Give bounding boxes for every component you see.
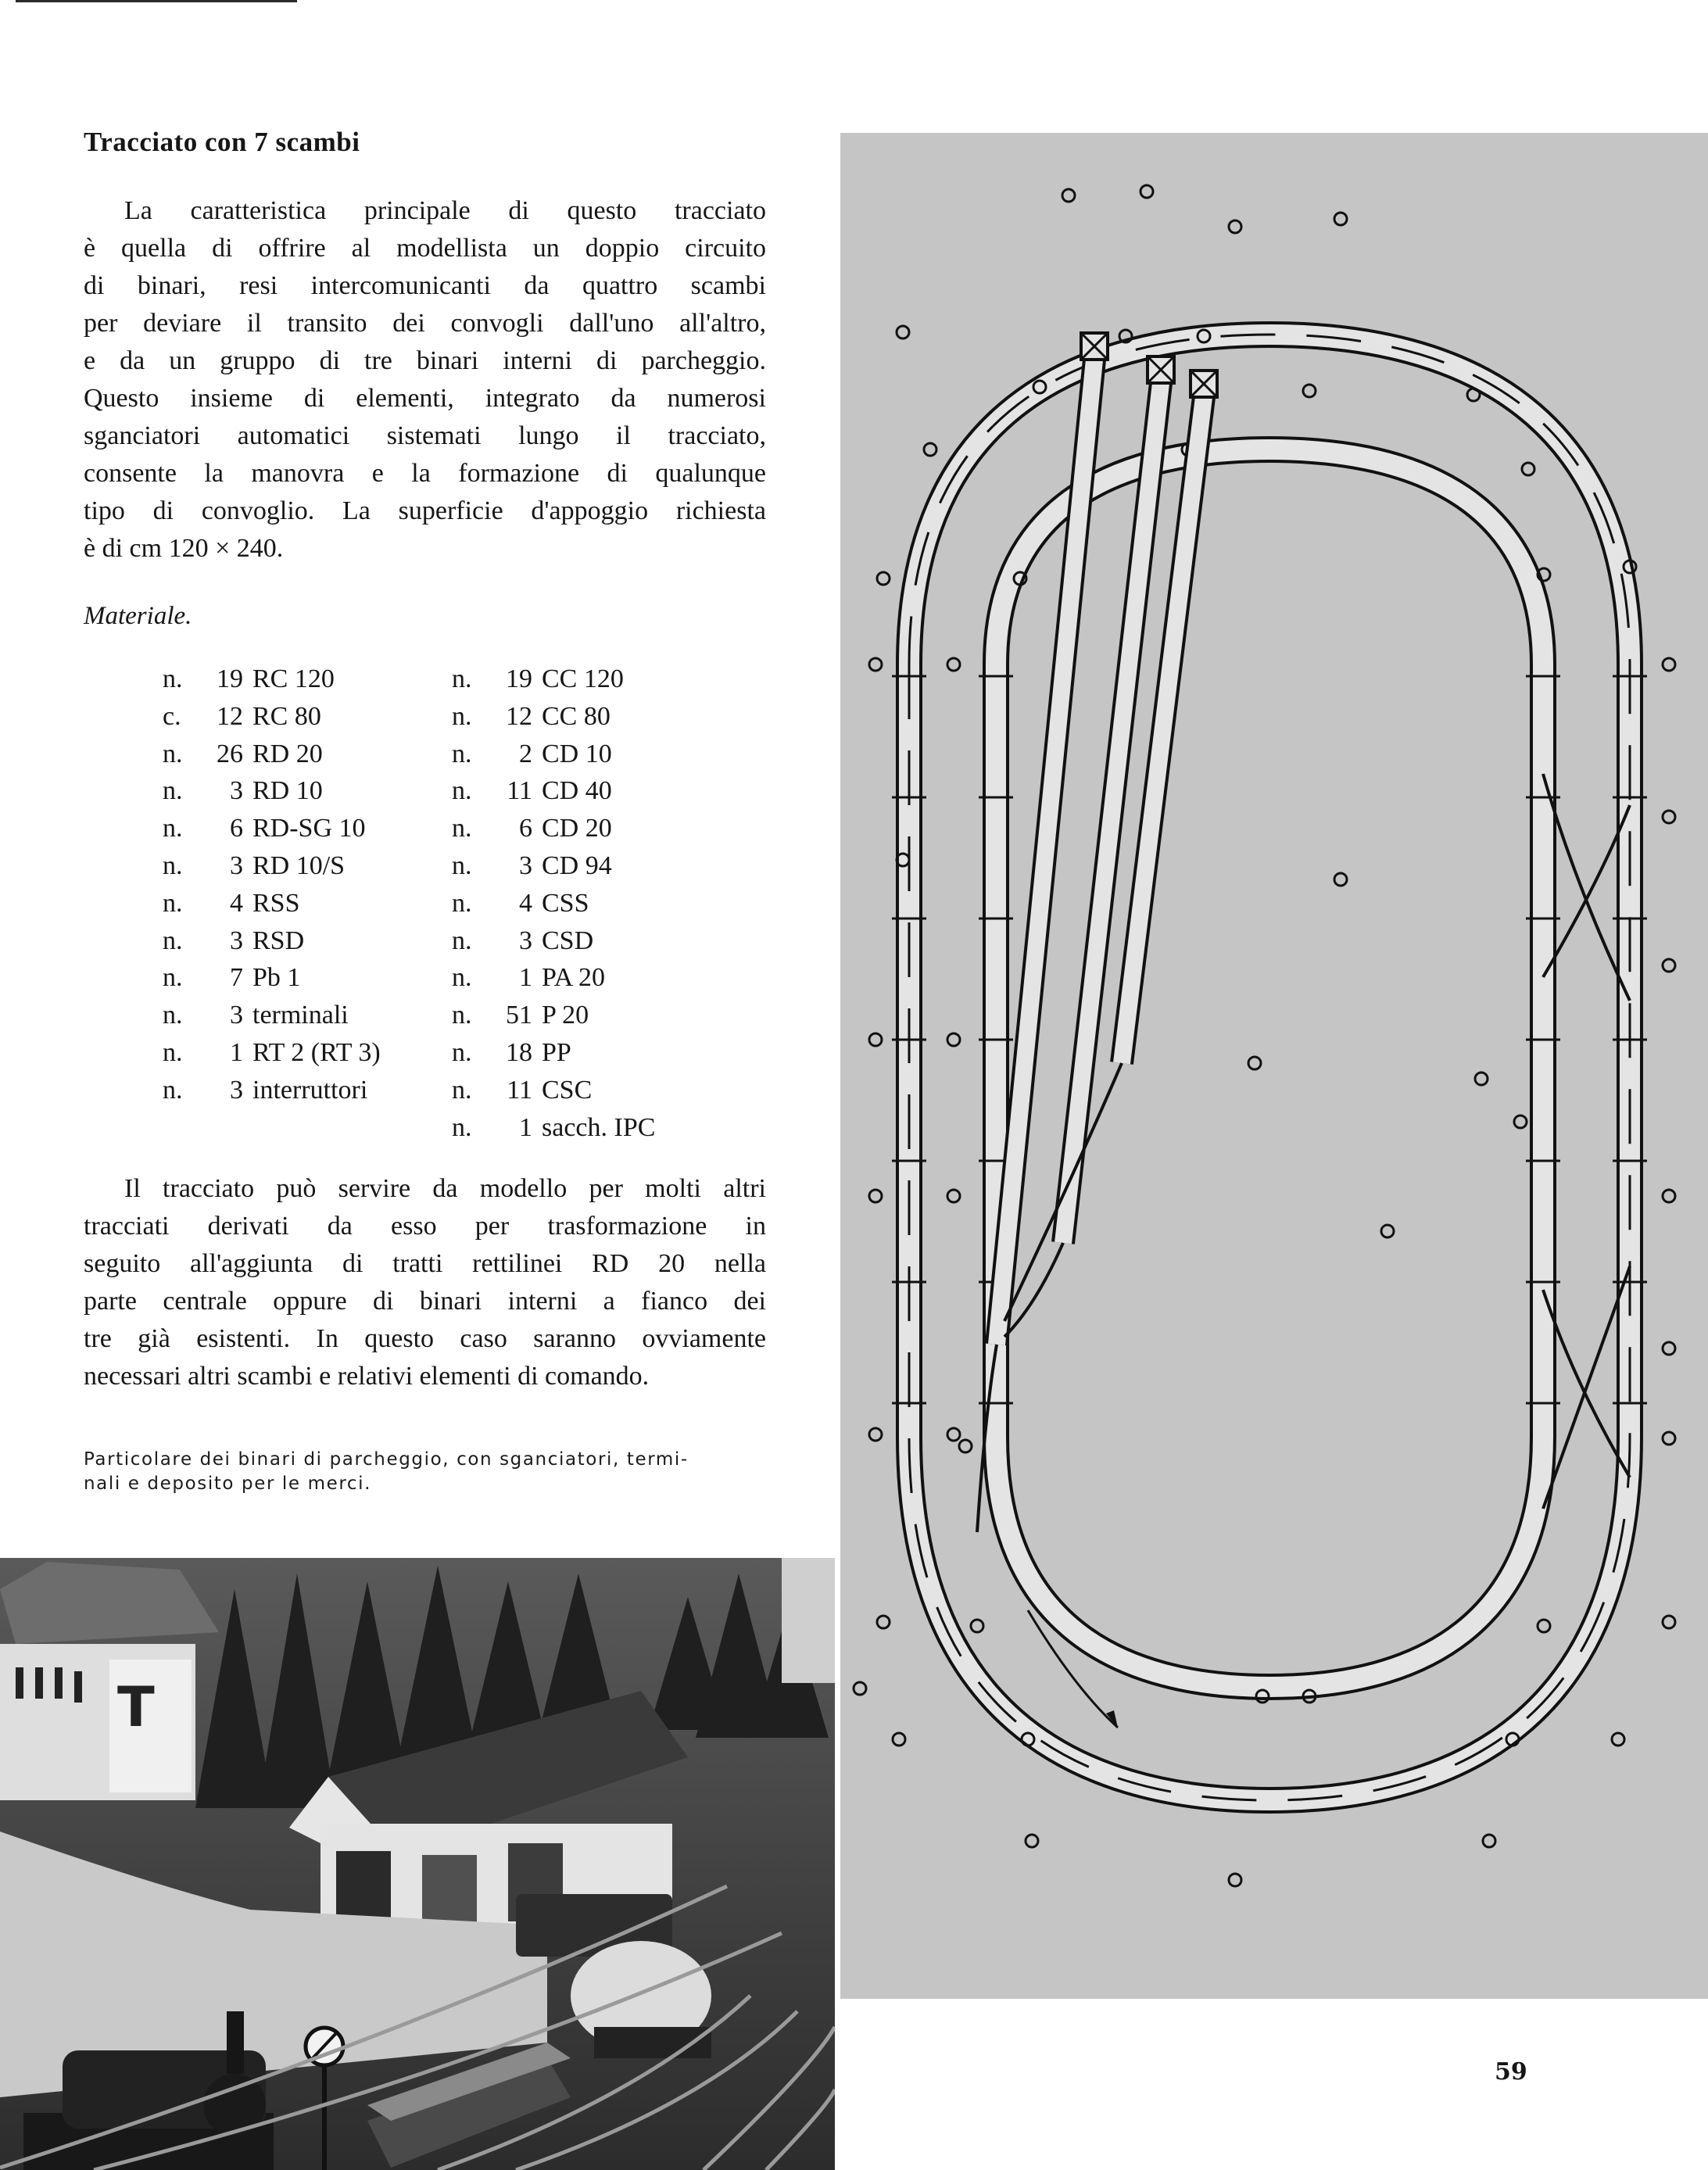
material-item: RSS — [252, 888, 300, 918]
siding-terminal-buffer — [1191, 371, 1217, 397]
material-prefix: n. — [163, 814, 183, 843]
track-layout-svg — [840, 133, 1708, 1999]
intro-line: consente la manovra e la formazione di qualunque — [84, 459, 766, 488]
material-prefix: n. — [163, 1075, 183, 1105]
material-qty: 26 — [217, 739, 243, 768]
material-item: CSD — [542, 926, 594, 955]
material-prefix: n. — [163, 776, 183, 806]
intro-line: La caratteristica principale di questo tracciato — [124, 196, 766, 225]
material-item — [163, 997, 381, 1034]
intro-line: e da un gruppo di tre binari interni di parcheggio. — [84, 346, 766, 375]
material-item: CD 94 — [542, 850, 612, 880]
material-prefix: n. — [452, 1037, 472, 1067]
material-qty: 12 — [506, 701, 532, 731]
uncoupler-marker — [869, 1033, 882, 1046]
uncoupler-marker — [947, 1428, 960, 1441]
material-qty: 6 — [230, 814, 243, 843]
material-item — [452, 736, 655, 773]
material-qty: 4 — [519, 888, 532, 918]
uncoupler-marker — [1334, 213, 1347, 225]
intro-line: per deviare il transito dei convogli dall'uno all'altro, — [84, 309, 766, 338]
material-prefix: n. — [163, 888, 183, 918]
caption-line: Particolare dei binari di parcheggio, con sganciatori, termi- — [84, 1449, 689, 1470]
material-prefix: n. — [452, 1001, 472, 1030]
material-item — [163, 772, 381, 810]
material-prefix: n. — [452, 926, 472, 955]
siding-terminal-buffer — [1148, 356, 1174, 383]
caption-line: nali e deposito per le merci. — [84, 1474, 372, 1494]
material-item: PA 20 — [542, 963, 605, 993]
intro-line: tipo di convoglio. La superficie d'appoggio richiesta — [84, 496, 766, 525]
material-item: CSS — [542, 888, 589, 918]
uncoupler-marker — [971, 1620, 983, 1632]
material-item — [163, 661, 381, 698]
material-qty: 12 — [217, 701, 243, 731]
material-prefix: n. — [163, 850, 183, 880]
material-qty: 3 — [230, 926, 243, 955]
material-item — [452, 1034, 655, 1072]
material-qty: 18 — [506, 1037, 532, 1067]
outro-line: tre già esistenti. In questo caso saranno ovviamente — [84, 1324, 766, 1353]
uncoupler-marker — [1229, 220, 1241, 233]
materials-list-right — [452, 661, 655, 1146]
material-item — [163, 885, 381, 922]
material-qty: 11 — [507, 1075, 532, 1105]
uncoupler-marker — [1248, 1057, 1261, 1069]
uncoupler-marker — [1140, 185, 1153, 198]
siding-terminal-buffer — [1081, 333, 1108, 360]
track-layout-diagram — [840, 133, 1708, 1999]
material-item — [163, 959, 381, 997]
uncoupler-marker — [947, 1190, 960, 1202]
uncoupler-marker — [877, 572, 890, 585]
uncoupler-marker — [1663, 959, 1675, 972]
uncoupler-marker — [1062, 189, 1075, 202]
uncoupler-marker — [947, 1033, 960, 1046]
photo-caption — [84, 1448, 772, 1496]
uncoupler-marker — [1663, 1342, 1675, 1355]
material-prefix: n. — [163, 963, 183, 993]
uncoupler-marker — [1475, 1072, 1488, 1085]
material-prefix: n. — [163, 1001, 183, 1030]
uncoupler-marker — [1026, 1835, 1038, 1847]
uncoupler-marker — [1334, 873, 1347, 886]
material-item — [452, 997, 655, 1034]
material-item — [452, 661, 655, 698]
material-qty: 3 — [230, 1075, 243, 1105]
svg-text:T: T — [117, 1675, 155, 1739]
material-item: RC 120 — [252, 664, 335, 693]
model-railway-photo — [0, 1558, 835, 2170]
material-prefix: c. — [163, 701, 181, 731]
house-left — [0, 1562, 219, 1800]
material-item: CD 20 — [542, 814, 612, 843]
uncoupler-marker — [1483, 1835, 1495, 1847]
uncoupler-marker — [1522, 463, 1534, 475]
material-prefix: n. — [452, 776, 472, 806]
material-item — [452, 698, 655, 736]
material-item: terminali — [252, 1001, 349, 1030]
intro-line: è quella di offrire al modellista un doppio circuito — [84, 234, 766, 263]
material-item: RSD — [252, 926, 305, 955]
material-item: CC 120 — [542, 664, 624, 693]
material-item: CD 40 — [542, 776, 612, 806]
uncoupler-marker — [1663, 1432, 1675, 1445]
material-prefix: n. — [163, 1037, 183, 1067]
material-item: RC 80 — [252, 701, 321, 731]
material-item — [163, 736, 381, 773]
outro-line: seguito all'aggiunta di tratti rettilinei RD 20 nella — [84, 1249, 766, 1278]
material-item: PP — [542, 1037, 571, 1067]
material-item: RD 10 — [252, 776, 323, 806]
material-item: RT 2 (RT 3) — [252, 1037, 381, 1067]
material-item — [452, 885, 655, 922]
material-qty: 1 — [519, 963, 532, 993]
material-item — [452, 847, 655, 885]
intro-line: sganciatori automatici sistemati lungo il tracciato, — [84, 421, 766, 450]
uncoupler-marker — [869, 1428, 882, 1441]
material-item: RD 10/S — [252, 850, 346, 880]
uncoupler-marker — [924, 443, 936, 456]
material-qty: 3 — [230, 850, 243, 880]
material-prefix: n. — [452, 739, 472, 768]
page-number: 59 — [1495, 2058, 1527, 2086]
material-item: CD 10 — [542, 739, 612, 768]
uncoupler-marker — [854, 1682, 866, 1695]
page-title: Tracciato con 7 scambi — [84, 127, 360, 157]
uncoupler-marker — [959, 1440, 972, 1452]
siding-3-bed — [1122, 397, 1204, 1063]
material-item — [163, 1034, 381, 1072]
material-item — [452, 810, 655, 847]
uncoupler-marker — [1538, 1620, 1550, 1632]
material-prefix: n. — [452, 888, 472, 918]
sky-patch — [782, 1558, 835, 1683]
uncoupler-marker — [947, 658, 960, 671]
uncoupler-marker — [893, 1733, 905, 1746]
material-prefix: n. — [163, 664, 183, 693]
material-prefix: n. — [452, 1075, 472, 1105]
outro-line: parte centrale oppure di binari interni a fianco dei — [84, 1287, 766, 1316]
material-qty: 3 — [230, 1001, 243, 1030]
material-qty: 2 — [519, 739, 532, 768]
material-item: RD 20 — [252, 739, 323, 768]
uncoupler-marker — [1663, 811, 1675, 823]
material-item — [452, 1109, 655, 1147]
material-item — [163, 922, 381, 960]
material-prefix: n. — [452, 814, 472, 843]
material-item — [452, 772, 655, 810]
uncoupler-marker — [1303, 385, 1316, 397]
material-prefix: n. — [452, 1112, 472, 1142]
material-prefix: n. — [452, 850, 472, 880]
top-rule — [16, 0, 297, 2]
intro-line: di binari, resi intercomunicanti da quattro scambi — [84, 271, 766, 300]
material-prefix: n. — [452, 701, 472, 731]
material-item: CC 80 — [542, 701, 611, 731]
material-item: P 20 — [542, 1001, 589, 1030]
uncoupler-marker — [877, 1616, 890, 1628]
materials-list-left — [163, 661, 381, 1109]
outro-line: tracciati derivati da esso per trasformazione in — [84, 1212, 766, 1241]
material-qty: 19 — [217, 664, 243, 693]
uncoupler-marker — [1514, 1115, 1527, 1128]
material-item: sacch. IPC — [542, 1112, 656, 1142]
uncoupler-marker — [1381, 1225, 1394, 1237]
material-item: Pb 1 — [252, 963, 301, 993]
intro-paragraph — [84, 192, 766, 568]
uncoupler-marker — [897, 326, 909, 338]
uncoupler-marker — [1663, 1616, 1675, 1628]
uncoupler-marker — [1229, 1874, 1241, 1886]
material-item — [452, 959, 655, 997]
material-qty: 6 — [519, 814, 532, 843]
material-qty: 1 — [519, 1112, 532, 1142]
material-item: RD-SG 10 — [252, 814, 366, 843]
material-item — [452, 1072, 655, 1109]
uncoupler-marker — [869, 1190, 882, 1202]
outro-paragraph — [84, 1170, 766, 1395]
materials-heading: Materiale. — [84, 602, 192, 630]
material-qty: 4 — [230, 888, 243, 918]
material-prefix: n. — [452, 963, 472, 993]
material-qty: 19 — [506, 664, 532, 693]
material-qty: 3 — [519, 850, 532, 880]
intro-line: Questo insieme di elementi, integrato da numerosi — [84, 384, 766, 413]
material-qty: 1 — [230, 1037, 243, 1067]
material-item — [452, 922, 655, 960]
intro-line: è di cm 120 × 240. — [84, 534, 284, 563]
material-qty: 3 — [519, 926, 532, 955]
material-item — [163, 698, 381, 736]
material-item: CSC — [542, 1075, 593, 1105]
material-prefix: n. — [163, 926, 183, 955]
uncoupler-marker — [1612, 1733, 1624, 1746]
material-prefix: n. — [163, 739, 183, 768]
outro-line: Il tracciato può servire da modello per molti altri — [124, 1174, 766, 1203]
outro-line: necessari altri scambi e relativi elementi di comando. — [84, 1362, 650, 1391]
material-qty: 11 — [507, 776, 532, 806]
uncoupler-marker — [1663, 1190, 1675, 1202]
uncoupler-marker — [1467, 389, 1480, 401]
material-prefix: n. — [452, 664, 472, 693]
uncoupler-marker — [1663, 658, 1675, 671]
material-item: interruttori — [252, 1075, 368, 1105]
material-qty: 3 — [230, 776, 243, 806]
uncoupler-marker — [869, 658, 882, 671]
material-item — [163, 847, 381, 885]
material-qty: 7 — [230, 963, 243, 993]
photo-illustration — [0, 1558, 835, 2170]
material-item — [163, 1072, 381, 1109]
material-item — [163, 810, 381, 847]
material-qty: 51 — [506, 1001, 532, 1030]
